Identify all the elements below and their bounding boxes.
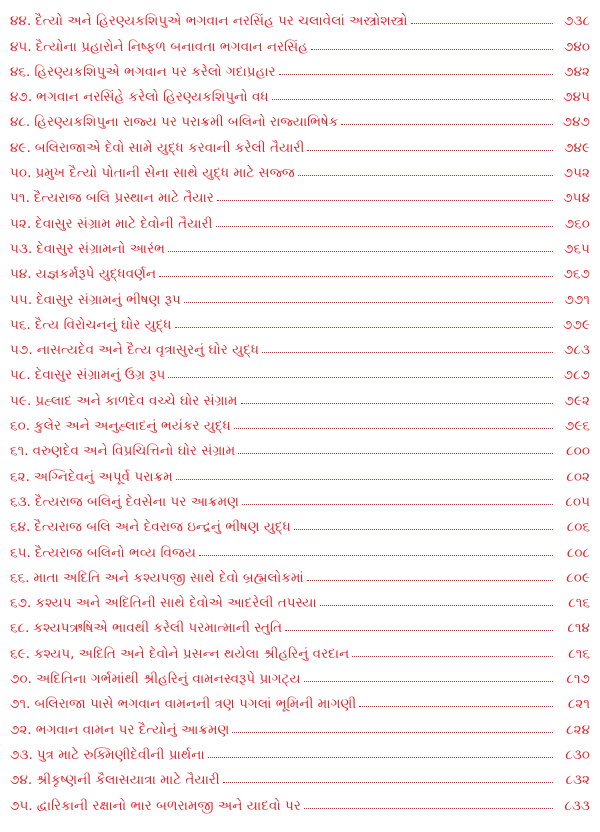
dotted-leader [199, 555, 553, 556]
dotted-leader [208, 757, 553, 758]
toc-entry-title: દેવાસુર સંગ્રામનો આરંભ [36, 240, 165, 257]
toc-entry-title: વરુણદેવ અને વિપ્રચિત્તિનો ઘોર સંગ્રામ [32, 443, 236, 460]
toc-entry [10, 80, 590, 105]
toc-entry [10, 662, 590, 687]
toc-entry-page: ૭૪૯ [564, 139, 590, 156]
toc-entry-number: ૪૫. [10, 38, 32, 55]
dotted-leader [411, 23, 553, 24]
toc-entry-title: દૈત્યરાજ બલિનો ભવ્ય વિજય [34, 544, 197, 561]
dotted-leader [217, 200, 553, 201]
toc-entry [10, 561, 590, 586]
toc-entry-page: ૮૨૪ [566, 721, 590, 738]
toc-entry [10, 611, 590, 636]
toc-entry-page: ૭૪૦ [563, 38, 590, 55]
toc-entry-title: દ્વારિકાની રક્ષાનો ભાર બળરામજી અને યાદવો પર [36, 797, 301, 814]
toc-entry [10, 687, 590, 712]
toc-entry-title: દેવાસુર સંગ્રામ માટે દેવોની તૈયારી [35, 215, 213, 232]
toc-entry-title: દૈત્યોના પ્રહારોને નિષ્ફળ બનાવતા ભગવાન નરસિંહ [35, 38, 308, 55]
toc-entry-number: ૬૯. [10, 645, 30, 662]
toc-entry-number: ૫૮. [10, 367, 31, 384]
dotted-leader [320, 605, 553, 606]
dotted-leader [272, 99, 553, 100]
toc-entry-title: નાસત્યદેવ અને દૈત્ય વૃત્રાસુરનું ઘોર યુદ્ધ [36, 342, 260, 359]
toc-entry [10, 586, 590, 611]
toc-entry-number: ૪૬. [10, 63, 31, 80]
toc-entry [10, 4, 590, 29]
toc-entry-title: દૈત્યો અને હિરણ્યકશિપુએ ભગવાન નરસિંહ પર ચલાવેલાં અસ્ત્રોશસ્ત્રો [35, 13, 408, 30]
dotted-leader [294, 529, 553, 530]
toc-entry [10, 156, 590, 181]
toc-entry [10, 434, 590, 459]
toc-entry-page: ૮૩૩ [564, 797, 590, 814]
dotted-leader [168, 377, 553, 378]
toc-entry [10, 308, 590, 333]
toc-entry-page: ૮૧૭ [566, 671, 590, 688]
toc-entry-page: ૮૧૪ [567, 620, 590, 637]
dotted-leader [311, 49, 553, 50]
toc-entry-page: ૭૭૯ [563, 316, 590, 333]
toc-entry [10, 333, 590, 358]
toc-entry [10, 130, 590, 155]
toc-entry-title: બલિરાજા પાસે ભગવાન વામનની ત્રણ પગલાં ભૂમિની માગણી [34, 696, 357, 713]
dotted-leader [341, 124, 553, 125]
toc-entry-page: ૭૯૬ [564, 418, 590, 435]
dotted-leader [262, 352, 553, 353]
toc-entry-title: કુલેર અને અનુહ્લાદનું ભયંકર યુદ્ધ [34, 418, 231, 435]
dotted-leader [241, 403, 554, 404]
toc-entry-title: કશ્યપ, અદિતિ અને દેવોને પ્રસન્ન થયેલા શ્રીહરિનું વરદાન [33, 645, 350, 662]
toc-entry-title: દૈત્યરાજ બલિનું દેવસેના પર આક્રમણ [35, 493, 240, 510]
toc-entry [10, 763, 590, 788]
toc-entry [10, 383, 590, 408]
toc-entry-page: ૭૮૩ [564, 342, 590, 359]
toc-entry-title: કશ્યપ અને અદિતિની સાથે દેવોએ આદરેલી તપસ્યા [35, 595, 317, 612]
toc-entry [10, 788, 590, 813]
dotted-leader [176, 479, 553, 480]
dotted-leader [352, 656, 553, 657]
toc-entry-number: ૫૭. [10, 342, 33, 359]
toc-entry [10, 206, 590, 231]
dotted-leader [304, 808, 553, 809]
toc-entry-number: ૭૩. [10, 746, 33, 763]
toc-entry-number: ૬૫. [10, 544, 31, 561]
toc-entry [10, 409, 590, 434]
toc-entry-number: ૪૯. [10, 139, 31, 156]
toc-entry-title: દૈત્ય વિરોચનનું ઘોર યુદ્ધ [34, 316, 172, 333]
dotted-leader [285, 630, 553, 631]
toc-entry-title: હિરણ્યકશિપુના રાજ્ય પર પરાક્રમી બલિનો રાજ્યાભિષેક [34, 114, 339, 131]
toc-entry-number: ૫૦. [10, 165, 32, 182]
toc-entry-title: ભગવાન વામન પર દૈત્યોનું આક્રમણ [35, 721, 230, 738]
toc-entry [10, 358, 590, 383]
toc-entry-page: ૭૫૨ [563, 165, 590, 182]
toc-entry-number: ૭૦. [10, 671, 32, 688]
toc-entry-title: અગ્નિદેવનું અપૂર્વ પરાક્રમ [33, 468, 173, 485]
toc-entry [10, 55, 590, 80]
toc-entry-page: ૮૦૦ [566, 443, 590, 460]
toc-entry [10, 105, 590, 130]
toc-entry-number: ૬૭. [10, 595, 32, 612]
toc-entry-page: ૭૯૨ [564, 392, 590, 409]
toc-entry-page: ૮૦૯ [566, 569, 590, 586]
toc-entry-page: ૮૩૦ [565, 746, 590, 763]
toc-entry-number: ૬૪. [10, 519, 31, 536]
toc-entry-page: ૮૩૨ [565, 772, 590, 789]
toc-entry [10, 232, 590, 257]
toc-entry-page: ૭૪૭ [562, 114, 590, 131]
toc-entry-number: ૭૧. [10, 696, 31, 713]
toc-entry-page: ૭૫૪ [563, 190, 590, 207]
toc-entry [10, 282, 590, 307]
toc-entry-number: ૭૫. [10, 797, 33, 814]
toc-entry-page: ૮૧૬ [568, 595, 590, 612]
toc-entry-title: માતા અદિતિ અને કશ્યપજી સાથે દેવો બ્રહ્મલોકમાં [33, 569, 304, 586]
toc-entry [10, 485, 590, 510]
dotted-leader [159, 276, 553, 277]
toc-entry-page: ૭૪૫ [563, 89, 590, 106]
dotted-leader [223, 782, 553, 783]
toc-entry-page: ૭૪૨ [564, 63, 590, 80]
toc-entry [10, 738, 590, 763]
toc-entry [10, 712, 590, 737]
toc-entry [10, 535, 590, 560]
toc-entry-number: ૬૬. [10, 569, 30, 586]
table-of-contents [10, 4, 590, 814]
toc-entry-number: ૫૯. [10, 392, 32, 409]
toc-entry-page: ૮૨૧ [567, 696, 590, 713]
dotted-leader [168, 251, 553, 252]
dotted-leader [298, 175, 553, 176]
dotted-leader [307, 150, 553, 151]
toc-entry-number: ૬૨. [10, 468, 30, 485]
toc-entry-title: બલિરાજાએ દેવો સામે યુદ્ધ કરવાની કરેલી તૈયારી [34, 139, 305, 156]
dotted-leader [307, 580, 553, 581]
toc-entry-title: હિરણ્યકશિપુએ ભગવાન પર કરેલો ગદાપ્રહાર [34, 63, 276, 80]
toc-entry-page: ૮૦૬ [566, 519, 590, 536]
toc-entry [10, 257, 590, 282]
toc-entry-title: દૈત્યરાજ બલિ પ્રસ્થાન માટે તૈયાર [33, 190, 214, 207]
toc-entry-number: ૫૬. [10, 316, 31, 333]
toc-entry-number: ૫૫. [10, 291, 33, 308]
dotted-leader [234, 428, 553, 429]
toc-entry-page: ૭૬૫ [564, 240, 590, 257]
toc-entry-title: પુત્ર માટે રુક્મિણીદેવીની પ્રાર્થના [36, 746, 205, 763]
toc-entry-title: ભગવાન નરસિંહે કરેલો હિરણ્યકશિપુનો વધ [36, 89, 269, 106]
toc-entry-number: ૬૦. [10, 418, 31, 435]
toc-entry-title: પ્રમુખ દૈત્યો પોતાની સેના સાથે યુદ્ધ માટે સજ્જ [35, 165, 295, 182]
toc-entry [10, 510, 590, 535]
toc-entry-page: ૭૬૭ [563, 266, 590, 283]
dotted-leader [359, 706, 553, 707]
toc-entry-number: ૭૨. [10, 721, 32, 738]
toc-entry-page: ૮૦૮ [566, 544, 590, 561]
toc-entry-number: ૫૩. [10, 240, 33, 257]
toc-entry-number: ૬૮. [10, 620, 30, 637]
toc-entry-number: ૬૩. [10, 493, 31, 510]
toc-entry [10, 29, 590, 54]
dotted-leader [232, 732, 553, 733]
toc-entry-title: દૈત્યરાજ બલિ અને દેવરાજ ઇન્દ્રનું ભીષણ યુદ્ધ [34, 519, 291, 536]
toc-entry-number: ૫૧. [10, 190, 30, 207]
toc-entry-page: ૭૭૧ [564, 291, 590, 308]
dotted-leader [304, 681, 553, 682]
toc-entry-number: ૬૧. [10, 443, 29, 460]
toc-entry-number: ૫૨. [10, 215, 32, 232]
dotted-leader [279, 74, 553, 75]
toc-entry [10, 459, 590, 484]
toc-entry-page: ૮૦૨ [566, 468, 590, 485]
dotted-leader [242, 504, 553, 505]
toc-entry-title: અદિતિના ગર્ભમાંથી શ્રીહરિનું વામનસ્વરૂપે પ્રાગટ્ય [35, 671, 301, 688]
toc-entry-title: પ્રહ્લાદ અને કાળદેવ વચ્ચે ઘોર સંગ્રામ [35, 392, 238, 409]
dotted-leader [216, 226, 553, 227]
toc-entry-title: યજ્ઞકર્મરૂપે યુદ્ધવર્ણન [35, 266, 157, 283]
toc-entry-number: ૭૪. [10, 772, 33, 789]
toc-entry-number: ૪૪. [10, 13, 32, 30]
toc-entry-page: ૮૦૫ [565, 493, 590, 510]
toc-entry-page: ૭૩૮ [564, 13, 590, 30]
dotted-leader [175, 327, 553, 328]
toc-entry-title: કશ્યપઋષિએ ભાવથી કરેલી પરમાત્માની સ્તુતિ [33, 620, 283, 637]
toc-entry [10, 181, 590, 206]
dotted-leader [238, 453, 553, 454]
toc-entry-page: ૭૬૦ [564, 215, 590, 232]
toc-entry-title: શ્રીકૃષ્ણની કૈલાસયાત્રા માટે તૈયારી [36, 772, 220, 789]
toc-entry-page: ૭૮૭ [563, 367, 590, 384]
toc-entry-page: ૮૧૬ [568, 645, 590, 662]
toc-entry-title: દેવાસુર સંગ્રામનું ભીષણ રૂપ [36, 291, 181, 308]
toc-entry-number: ૫૪. [10, 266, 32, 283]
toc-entry [10, 636, 590, 661]
toc-entry-number: ૪૮. [10, 114, 31, 131]
toc-entry-number: ૪૭. [10, 89, 33, 106]
toc-entry-title: દેવાસુર સંગ્રામનું ઉગ્ર રૂપ [34, 367, 166, 384]
dotted-leader [184, 302, 553, 303]
